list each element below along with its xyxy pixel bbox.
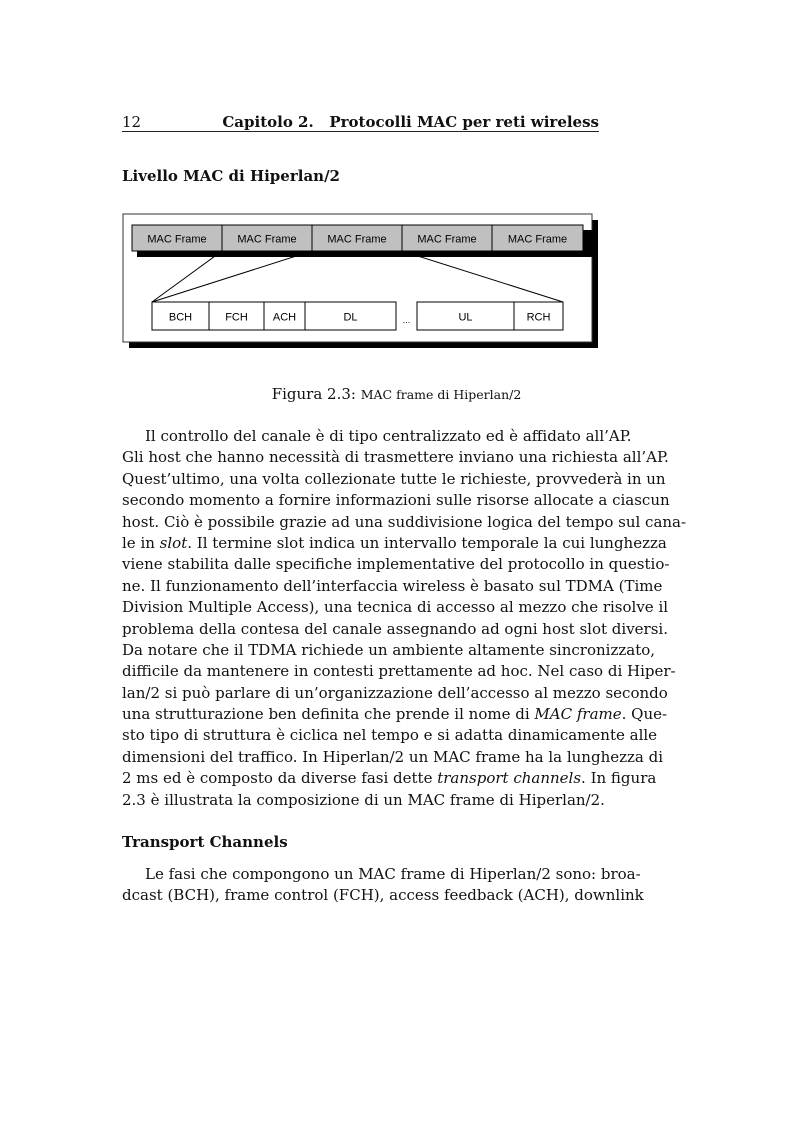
channel-label: RCH [526, 311, 551, 324]
channel-cell [514, 302, 563, 330]
text-line: Gli host che hanno necessità di trasmettere inviano una richiesta all’AP. [122, 448, 669, 467]
channel-label: UL [458, 311, 473, 324]
mac-frame-cell [492, 225, 583, 251]
text-line: host. Ciò è possibile grazie ad una suddivisione logica del tempo sul cana- [122, 512, 687, 531]
mac-frame-label: MAC Frame [327, 233, 387, 246]
mac-frame-label: MAC Frame [147, 233, 207, 246]
channel-cell [417, 302, 514, 330]
text-line: lan/2 si può parlare di un’organizzazione dell’accesso al mezzo secondo [122, 683, 668, 702]
channel-cell [152, 302, 209, 330]
channel-label: ... [402, 315, 411, 325]
text-line: dimensioni del traffico. In Hiperlan/2 un MAC frame ha la lunghezza di [122, 747, 664, 766]
section-title-transport-channels: Transport Channels [122, 833, 288, 851]
channel-label: DL [343, 311, 358, 324]
figure-caption [0, 385, 793, 403]
mac-frame-cell [222, 225, 312, 251]
text-line: ne. Il funzionamento dell’interfaccia wireless è basato sul TDMA (Time [122, 576, 663, 595]
text-line: una strutturazione ben definita che prende il nome di MAC frame. Que- [122, 705, 668, 724]
paragraph-control [122, 426, 687, 811]
caption-label: Figura 2.3: [271, 385, 356, 403]
channel-cell [264, 302, 305, 330]
caption-text: MAC frame di Hiperlan/2 [360, 387, 522, 402]
mac-frame-cell [132, 225, 222, 251]
mac-frame-label: MAC Frame [417, 233, 477, 246]
paragraph-transport [122, 864, 644, 907]
text-line: sto tipo di struttura è ciclica nel tempo e si adatta dinamicamente alle [122, 726, 658, 745]
text-line: Quest’ultimo, una volta collezionate tutte le richieste, provvederà in un [122, 469, 666, 488]
mac-frame-row [132, 225, 583, 251]
channel-ellipsis [403, 315, 411, 325]
text-line: viene stabilita dalle specifiche implementative del protocollo in questio- [122, 555, 670, 574]
channel-cell [209, 302, 264, 330]
running-header [122, 113, 599, 132]
text-line: difficile da mantenere in contesti prettamente ad hoc. Nel caso di Hiper- [122, 662, 676, 681]
transport-channel-row [152, 302, 563, 330]
text-line: problema della contesa del canale assegnando ad ogni host slot diversi. [122, 619, 668, 638]
chapter-title: Capitolo 2. Protocolli MAC per reti wireless [222, 113, 599, 131]
text-line: Da notare che il TDMA richiede un ambiente altamente sincronizzato, [122, 640, 656, 659]
emphasis-term: transport channels [437, 769, 582, 788]
text-line: Il controllo del canale è di tipo centralizzato ed è affidato all’AP. [145, 427, 632, 445]
mac-frame-cell [402, 225, 492, 251]
channel-label: ACH [272, 311, 297, 324]
page-number: 12 [122, 113, 142, 131]
mac-frame-figure [122, 213, 600, 351]
text-line: dcast (BCH), frame control (FCH), access feedback (ACH), downlink [122, 886, 644, 905]
channel-label: FCH [225, 311, 248, 324]
emphasis-term: slot [159, 533, 188, 552]
mac-frame-label: MAC Frame [237, 233, 297, 246]
text-line: 2 ms ed è composto da diverse fasi dette transport channels. In figura [122, 769, 657, 788]
mac-frame-label: MAC Frame [507, 233, 568, 246]
section-title-mac-hiperlan: Livello MAC di Hiperlan/2 [122, 167, 340, 185]
text-line: Division Multiple Access), una tecnica di accesso al mezzo che risolve il [122, 598, 669, 617]
text-line: secondo momento a fornire informazioni sulle risorse allocate a ciascun [122, 491, 670, 510]
text-line: le in slot. Il termine slot indica un intervallo temporale la cui lunghezza [122, 533, 667, 552]
text-line: Le fasi che compongono un MAC frame di Hiperlan/2 sono: broa- [145, 865, 641, 883]
channel-cell [305, 302, 396, 330]
mac-frame-cell [312, 225, 402, 251]
emphasis-term: MAC frame [534, 705, 622, 724]
text-line: 2.3 è illustrata la composizione di un MAC frame di Hiperlan/2. [122, 790, 605, 809]
channel-label: BCH [168, 311, 193, 324]
